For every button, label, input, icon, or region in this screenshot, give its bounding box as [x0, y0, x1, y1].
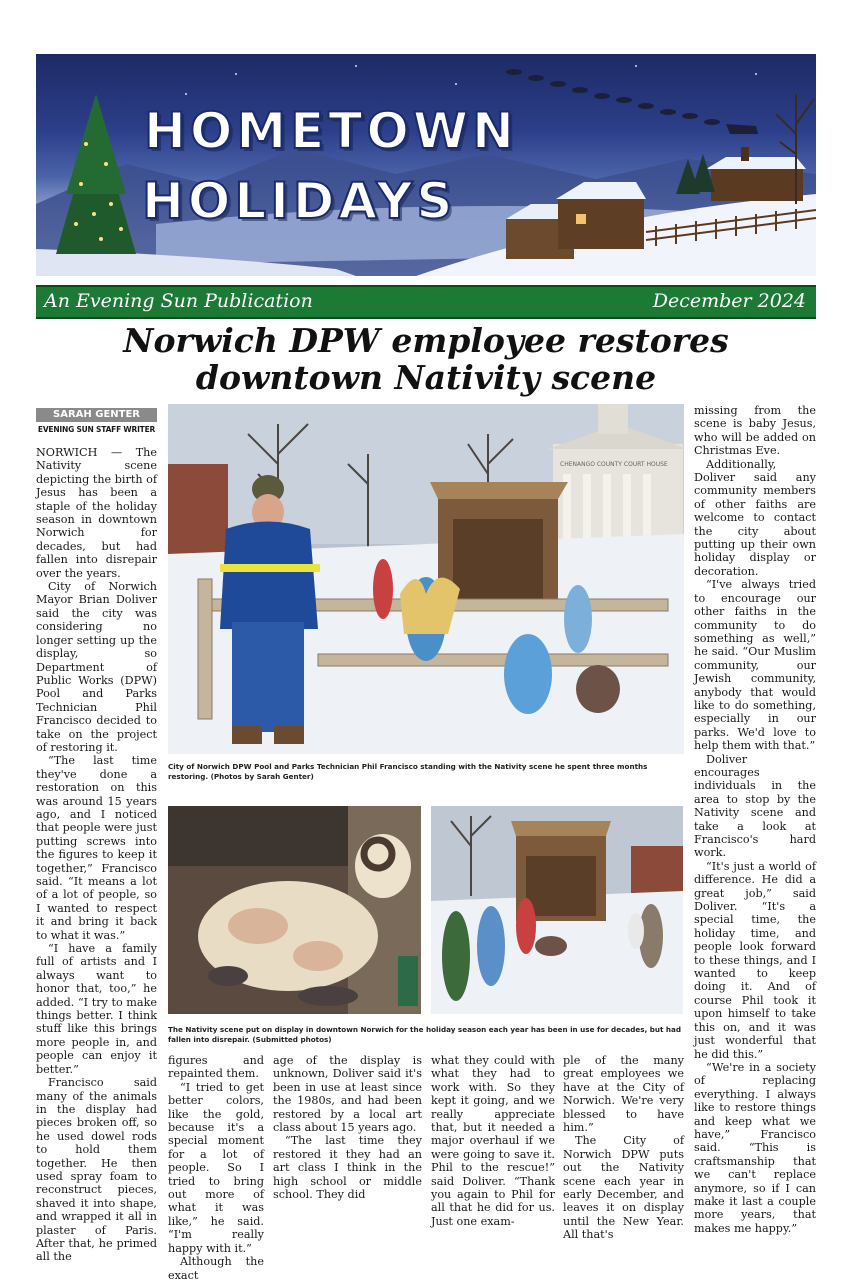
paragraph: “I've always tried to encourage our other faiths in the community to do something as well,” he said. “Our Muslim community, our Jewish community, anybody that would like to do something, especially in our parks. We'd love to help them with that.”: [694, 578, 816, 753]
nativity-scene-photo: [431, 806, 683, 1014]
article-column-5: [563, 1054, 684, 1242]
winter-village-illustration: [36, 54, 816, 276]
paragraph: NORWICH — The Nativity scene depicting the birth of Jesus has been a staple of the holiday season in downtown Norwich for decades, but had fallen into disrepair over the years.: [36, 446, 157, 580]
article-column-6: [694, 404, 816, 1235]
paragraph: The City of Norwich DPW puts out the Nativity scene each year in early December, and leaves it on display until the New Year. All that's: [563, 1134, 684, 1242]
bottom-photos-caption: The Nativity scene put on display in downtown Norwich for the holiday season each year has been in use for decades, but had fallen into disrepair. (Submitted photos): [168, 1025, 682, 1044]
paragraph: Doliver encourages individuals in the area to stop by the Nativity scene and take a look at Francisco's hard work.: [694, 752, 816, 860]
publication-bar: [36, 285, 816, 319]
masthead-banner: [36, 54, 816, 276]
banner-title-line2: HOLIDAYS: [142, 172, 457, 230]
article-column-4: [431, 1054, 555, 1228]
publication-name: An Evening Sun Publication: [44, 290, 313, 312]
paragraph: Francisco said many of the animals in the display had pieces broken off, so he used dowel rods to hold them together. He then used spray foam to reconstruct pieces, shaved it into shape, and wrapped it all in plaster of Paris. After that, he primed all the: [36, 1076, 157, 1264]
paragraph: missing from the scene is baby Jesus, who will be added on Christmas Eve.: [694, 404, 816, 458]
paragraph: “We're in a society of replacing everything. I always like to restore things and keep what we have,” Francisco said. “This is craftsmanship that we can't replace anymore, so if I can make it last a couple more years, that makes me happy.”: [694, 1060, 816, 1235]
paragraph: “It's just a world of difference. He did a great job,” said Doliver. “It's a special time, the holiday time, and people look forward to these things, and I wanted to keep doing it. And of course Phil took it upon himself to take this on, and it was just wonderful that he did this.”: [694, 859, 816, 1061]
paragraph: age of the display is unknown, Doliver said it's been in use at least since the 1980s, and had been restored by a local art class about 15 years ago.: [273, 1054, 422, 1135]
main-photo-caption: City of Norwich DPW Pool and Parks Technician Phil Francisco standing with the Nativity scene he spent three months restoring. (Photos by Sarah Genter): [168, 762, 648, 781]
paragraph: “The last time they've done a restoration on this was around 15 years ago, and I noticed that people were just putting screws into the figures to keep it together,” Francisco said. “It means a lot of a lot of people, so I wanted to respect it and bring it back to what it was.”: [36, 754, 157, 942]
paragraph: “I have a family full of artists and I always want to honor that, too,” he added. “I try to make things better. I think stuff like this brings more people in, and people can enjoy it better.”: [36, 942, 157, 1076]
article-column-1: [36, 446, 157, 1264]
courthouse-sign: CHENANGO COUNTY COURT HOUSE: [560, 461, 668, 468]
paragraph: Additionally, Doliver said any community members of other faiths are welcome to contact the city about putting up their own holiday display or decoration.: [694, 457, 816, 578]
banner-title-line1: HOMETOWN: [144, 102, 518, 160]
paragraph: what they could with what they had to work with. So they kept it going, and we really appreciate that, but it needed a major overhaul if we were going to save it. Phil to the rescue!” said Doliver. “Thank you again to Phil for all that he did for us. Just one exam-: [431, 1054, 555, 1228]
article-column-3: [273, 1054, 422, 1201]
paragraph: City of Norwich Mayor Brian Doliver said the city was considering no longer setting up the display, so Department of Public Works (DPW) Pool and Parks Technician Phil Francisco decided to take on the project of restoring it.: [36, 580, 157, 754]
paragraph: ple of the many great employees we have at the City of Norwich. We're very blessed to have him.”: [563, 1054, 684, 1135]
publication-date: December 2024: [652, 290, 806, 312]
paragraph: Although the exact: [168, 1255, 264, 1282]
article-headline: Norwich DPW employee restores downtown Nativity scene: [123, 321, 729, 397]
paragraph: figures and repainted them.: [168, 1054, 264, 1081]
byline-title: EVENING SUN STAFF WRITER: [37, 425, 156, 434]
article-column-2: [168, 1054, 264, 1282]
byline-author: SARAH GENTER: [36, 408, 157, 422]
lamb-figure-photo: [168, 806, 421, 1014]
main-photo: [168, 404, 684, 754]
paragraph: “I tried to get better colors, like the gold, because it's a special moment for a lot of people. So I tried to bring out more of what it was like,” he said. “I'm really happy with it.”: [168, 1080, 264, 1255]
paragraph: “The last time they restored it they had an art class I think in the high school or middle school. They did: [273, 1134, 422, 1202]
sleigh-reindeer-icon: [506, 69, 758, 134]
